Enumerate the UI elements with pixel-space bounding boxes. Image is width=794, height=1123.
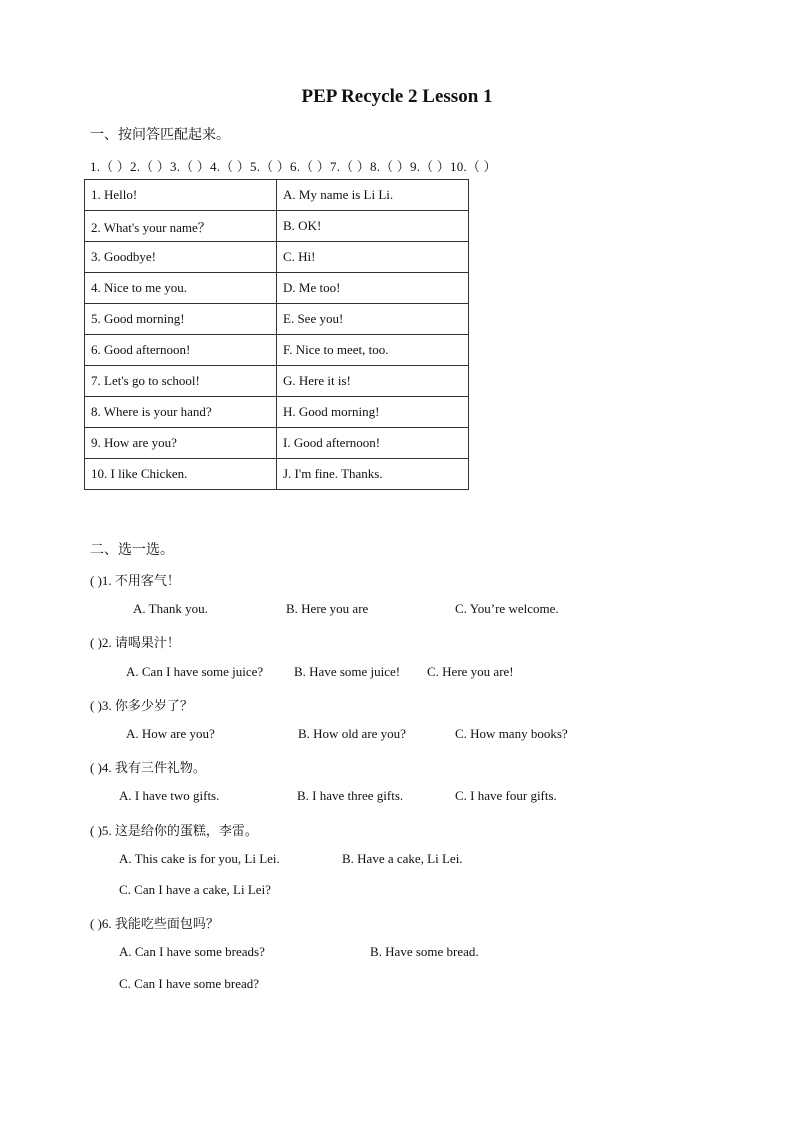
question-2-prompt: ( )2. 请喝果汁！ [90,635,180,650]
question-5-option-c: C. Can I have a cake, Li Lei? [119,882,271,897]
question-4-option-b: B. I have three gifts. [297,788,404,803]
table-row [85,242,469,273]
question-6-option-b: B. Have some bread. [370,944,479,959]
answer-cell: A. My name is Li Li. [277,180,469,211]
answer-blanks-line: 1.（ ）2.（ ）3.（ ）4.（ ）5.（ ）6.（ ）7.（ ）8.（ ）9.（ ）10.（ ） [90,159,497,174]
question-6-option-c: C. Can I have some bread? [119,976,260,991]
question-cell: 4. Nice to me you. [85,273,277,304]
question-4-option-c: C. I have four gifts. [455,788,557,803]
question-2-option-c: C. Here you are! [427,664,514,679]
answer-cell: I. Good afternoon! [277,428,469,459]
table-row [85,304,469,335]
table-row [85,211,469,242]
answer-cell: G. Here it is! [277,366,469,397]
answer-cell: C. Hi! [277,242,469,273]
question-3-prompt: ( )3. 你多少岁了？ [90,698,193,713]
question-1-option-c: C. You’re welcome. [455,601,559,616]
question-5-option-b: B. Have a cake, Li Lei. [342,851,463,866]
answer-cell: F. Nice to meet, too. [277,335,469,366]
question-cell: 1. Hello! [85,180,277,211]
question-3-option-c: C. How many books? [455,726,568,741]
question-5-prompt: ( )5. 这是给你的蛋糕，李雷。 [90,823,258,838]
section1-heading: 一、按问答匹配起来。 [90,128,230,143]
question-cell: 6. Good afternoon! [85,335,277,366]
question-1-option-a: A. Thank you. [133,601,208,616]
question-2-option-b: B. Have some juice! [294,664,401,679]
table-row [85,366,469,397]
question-cell: 9. How are you? [85,428,277,459]
question-cell: 7. Let's go to school! [85,366,277,397]
matching-table [84,179,469,490]
question-cell: 8. Where is your hand? [85,397,277,428]
answer-cell: J. I'm fine. Thanks. [277,459,469,490]
question-1-prompt: ( )1. 不用客气！ [90,573,180,588]
table-row [85,459,469,490]
question-6-option-a: A. Can I have some breads? [119,944,265,959]
table-row [85,180,469,211]
answer-cell: B. OK! [277,211,469,242]
table-row [85,428,469,459]
question-5-option-a: A. This cake is for you, Li Lei. [119,851,280,866]
question-4-option-a: A. I have two gifts. [119,788,220,803]
question-4-prompt: ( )4. 我有三件礼物。 [90,760,206,775]
question-3-option-a: A. How are you? [126,726,215,741]
question-cell: 10. I like Chicken. [85,459,277,490]
question-cell: 2. What's your name？ [85,211,277,242]
table-row [85,273,469,304]
question-2-option-a: A. Can I have some juice? [126,664,264,679]
answer-cell: E. See you! [277,304,469,335]
question-6-prompt: ( )6. 我能吃些面包吗？ [90,916,219,931]
question-1-option-b: B. Here you are [286,601,369,616]
question-cell: 3. Goodbye! [85,242,277,273]
section2-heading: 二、选一选。 [90,543,174,558]
question-3-option-b: B. How old are you? [298,726,406,741]
page-title: PEP Recycle 2 Lesson 1 [301,86,493,107]
table-row [85,397,469,428]
answer-cell: H. Good morning! [277,397,469,428]
answer-cell: D. Me too! [277,273,469,304]
table-row [85,335,469,366]
question-cell: 5. Good morning! [85,304,277,335]
